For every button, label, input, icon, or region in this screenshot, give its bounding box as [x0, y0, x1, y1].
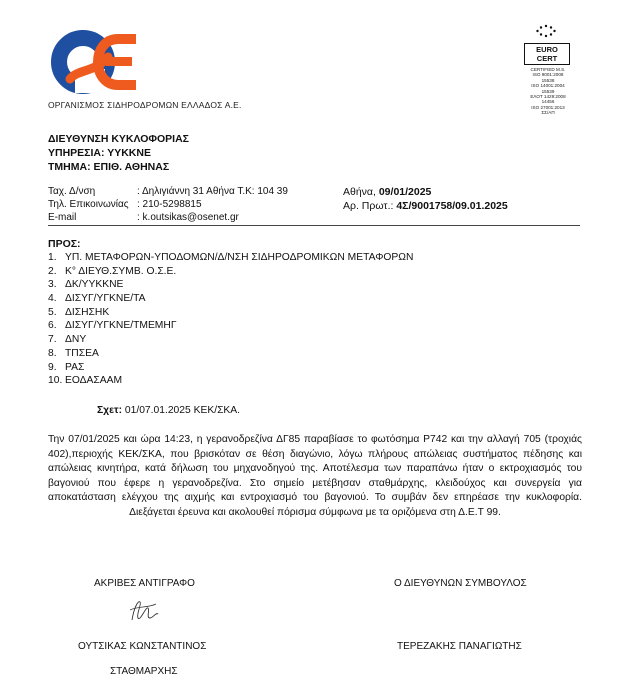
eurocert-mark [524, 43, 570, 65]
cert-line: 15539 [541, 88, 555, 94]
left-signatory-role: ΣΤΑΘΜΑΡΧΗΣ [110, 666, 178, 677]
address-label: Ταχ. Δ/νση [48, 186, 96, 197]
logo-e-bar [106, 57, 132, 66]
address-value: : Δηλιγιάννη 31 Αθήνα Τ.Κ: 104 39 [137, 186, 288, 197]
email-label: E-mail [48, 212, 77, 223]
ose-logo [48, 27, 142, 97]
list-item: 1. ΥΠ. ΜΕΤΑΦΟΡΩΝ-ΥΠΟΔΟΜΩΝ/Δ/ΝΣΗ ΣΙΔΗΡΟΔΡΟΜΙΚΩΝ ΜΕΤΑΦΟΡΩΝ [48, 252, 414, 263]
list-item: 3. ΔΚ/ΥΥΚΚΝΕ [48, 279, 124, 291]
list-item: 10. ΕΟΔΑΣΑΑΜ [48, 375, 123, 387]
list-item: 7. ΔΝΥ [48, 334, 87, 346]
cert-line: 15538 [541, 77, 555, 83]
protocol-number: 4Σ/9001758/09.01.2025 [396, 200, 508, 212]
protocol-label: Αρ. Πρωτ.: [343, 200, 397, 212]
cert-line: 14456 [541, 99, 555, 105]
header-divider [48, 225, 580, 226]
list-item: 6. ΔΙΣΥΓ/ΥΓΚΝΕ/ΤΜΕΜΗΓ [48, 320, 177, 332]
list-item: 5. ΔΙΣΗΣΗΚ [48, 306, 110, 318]
cert-line: CERTIFIED M.S. [530, 67, 566, 72]
direction-heading: ΔΙΕΥΘΥΝΣΗ ΚΥΚΛΟΦΟΡΙΑΣ [48, 133, 189, 145]
phone-value: : 210-5298815 [137, 199, 202, 210]
cert-details [524, 67, 572, 116]
phone-label: Τηλ. Επικοινωνίας [48, 199, 129, 210]
list-item: 4. ΔΙΣΥΓ/ΥΓΚΝΕ/ΤΑ [48, 293, 146, 305]
reference-line [97, 405, 240, 416]
cert-line: ISO 9001:2008 [532, 72, 564, 78]
section-heading: ΤΜΗΜΑ: ΕΠΙΘ. ΑΘΗΝΑΣ [48, 161, 170, 173]
cert-line: ISO 14001:2004 [531, 83, 565, 89]
incident-description: Την 07/01/2025 και ώρα 14:23, η γερανοδρεζίνα ΔΓ85 παραβίασε το φωτόσημα Ρ742 και την αλλαγή 705 (τροχιάς 402),περιοχής ΚΕΚ/ΣΚΑ, που βρισκόταν σε θέση διαγώνιο, λόγω πλήρους απώλειας συστήματος πέδησης και απώλειας κινητήρα, κατά δήλωση του μηχανοδηγού της. Αποτέλεσμα των παραπάνω ήταν ο εκτροχιασμός του βαγονιού που έφερε η γερανοδρεζίνα. Στο σημείο μετέβησαν σταθμάρχης, κλειδούχος και συνεργεία για αποκατάσταση ελέγχου της αιχμής και εντροχιασμό του βαγονιού. Το συμβάν δεν επηρέασε την κυκλοφορία. Διεξάγεται έρευνα και ακολουθεί πόρισμα σύμφωνα με τα οριζόμενα στη Δ.Ε.Τ 99. [48, 434, 582, 518]
cert-mark-line1: EURO [536, 45, 558, 54]
service-heading: ΥΠΗΡΕΣΙΑ: ΥΥΚΚΝΕ [48, 147, 151, 159]
reference-value: 01/07.01.2025 ΚΕΚ/ΣΚΑ. [122, 405, 241, 416]
handwritten-signature [126, 596, 162, 624]
document-date: 09/01/2025 [378, 186, 432, 198]
cert-mark-line2: CERT [536, 54, 558, 63]
organization-name: ΟΡΓΑΝΙΣΜΟΣ ΣΙΔΗΡΟΔΡΟΜΩΝ ΕΛΛΑΔΟΣ Α.Ε. [48, 100, 242, 110]
protocol-line [343, 200, 508, 212]
list-item: 8. ΤΠΣΕΑ [48, 347, 99, 359]
email-value: : k.outsikas@osenet.gr [137, 212, 239, 223]
cert-line: ΣΣ/ΑΠ [541, 110, 555, 116]
list-item: 9. ΡΑΣ [48, 361, 85, 373]
recipients-list [48, 251, 413, 388]
recipients-title: ΠΡΟΣ: [48, 238, 81, 250]
reference-label: Σχετ: [97, 405, 123, 416]
right-signatory-name: ΤΕΡΕΖΑΚΗΣ ΠΑΝΑΓΙΩΤΗΣ [397, 641, 522, 652]
cert-line: ISO 27001:2013 [531, 104, 565, 110]
certification-block [524, 24, 574, 116]
left-signatory-name: ΟΥΤΣΙΚΑΣ ΚΩΝΣΤΑΝΤΙΝΟΣ [78, 641, 207, 652]
cert-line: ΕΛΟΤ 1429:2008 [530, 94, 566, 100]
date-line [343, 186, 431, 198]
ceo-title: Ο ΔΙΕΥΘΥΝΩΝ ΣΥΜΒΟΥΛΟΣ [394, 578, 527, 589]
eu-stars-icon [524, 24, 568, 38]
place-label: Αθήνα, [343, 186, 379, 198]
list-item: 2. Κ° ΔΙΕΥΘ.ΣΥΜΒ. Ο.Σ.Ε. [48, 265, 177, 277]
certified-copy-label: ΑΚΡΙΒΕΣ ΑΝΤΙΓΡΑΦΟ [94, 578, 195, 589]
